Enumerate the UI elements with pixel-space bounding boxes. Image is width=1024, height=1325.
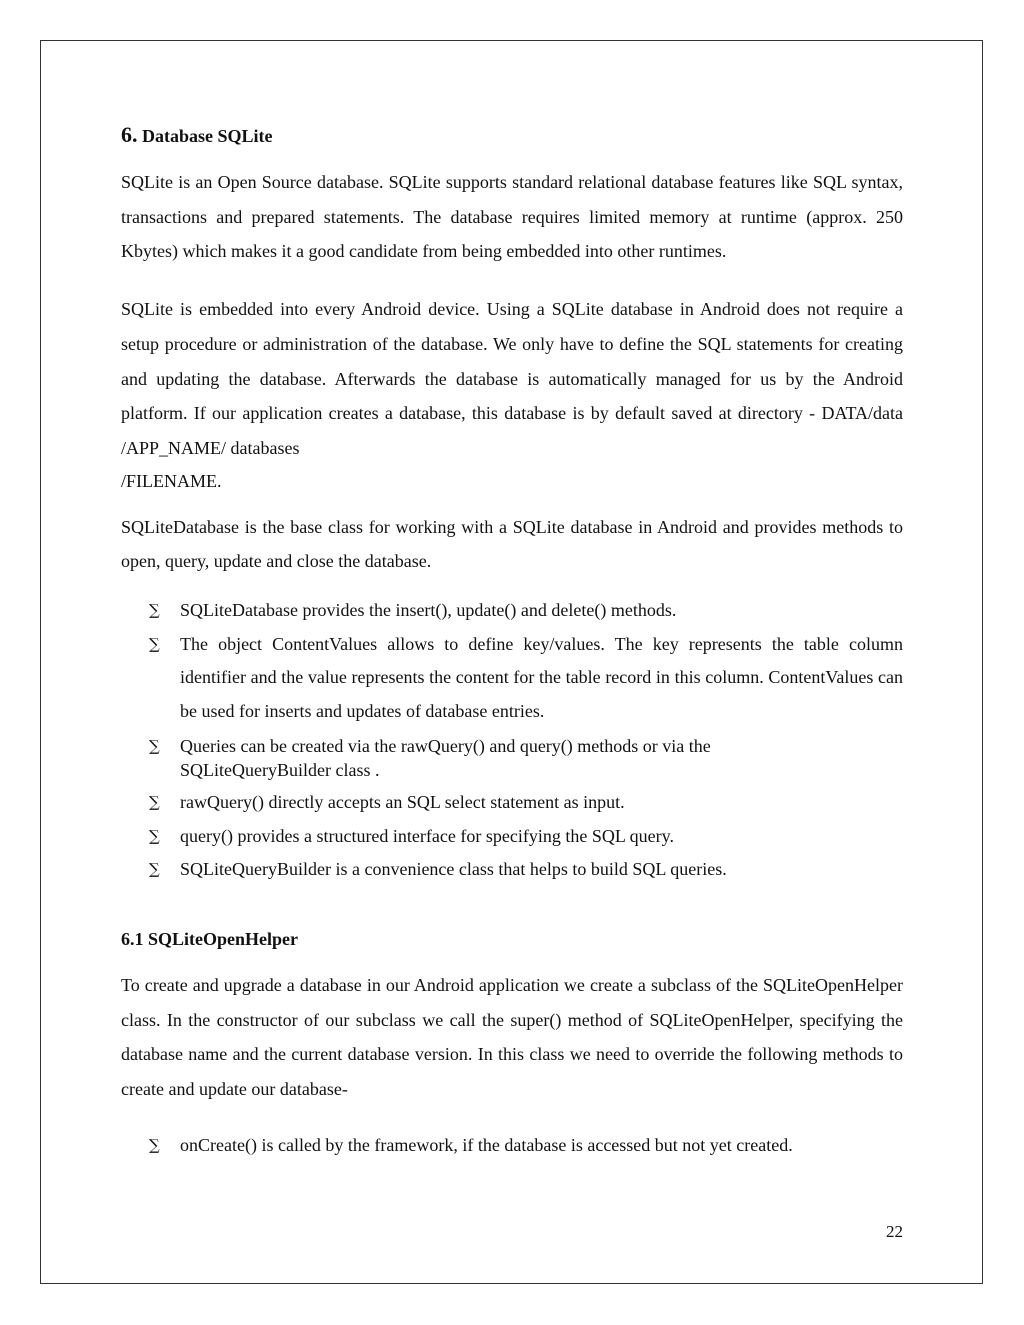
list-item-text: The object ContentValues allows to define key/values. The key represents the table column identifier and the value represents the content for the table record in this column. ContentValues can be used for inserts and updates of database entries.: [180, 633, 903, 722]
sigma-bullet-icon: ∑: [149, 601, 160, 620]
paragraph-openhelper: To create and upgrade a database in our Android application we create a subclass of the SQLiteOpenHelper class. In the constructor of our subclass we call the super() method of SQLiteOpenHelper, specifying the database name and the current database version. In this class we need to override the following methods to create and update our database-: [121, 974, 903, 1100]
list-item-text: onCreate() is called by the framework, if the database is accessed but not yet created.: [180, 1134, 793, 1155]
sigma-bullet-icon: ∑: [149, 736, 160, 755]
page-content: [121, 118, 903, 1162]
paragraph-intro: SQLite is an Open Source database. SQLite supports standard relational database features like SQL syntax, transactions and prepared statements. The database requires limited memory at runtime (approx. 250 Kbytes) which makes it a good candidate from being embedded into other runtimes.: [121, 172, 903, 262]
list-item: [121, 786, 903, 820]
paragraph-android: SQLite is embedded into every Android device. Using a SQLite database in Android does not require a setup procedure or administration of the database. We only have to define the SQL statements for creating and updating the database. Afterwards the database is automatically managed for us by the Android platform. If our application creates a database, this database is by default saved at directory - DATA/data /APP_NAME/ databases: [121, 299, 903, 458]
sigma-bullet-icon: ∑: [149, 826, 160, 845]
paragraph-android-tail: /FILENAME.: [121, 470, 222, 491]
list-item-text: SQLiteDatabase provides the insert(), update() and delete() methods.: [180, 600, 677, 621]
list-item-text: Queries can be created via the rawQuery() and query() methods or via the: [180, 735, 711, 756]
section-title: Database SQLite: [142, 126, 273, 146]
subsection-heading: 6.1 SQLiteOpenHelper: [121, 928, 298, 949]
list-item: [121, 628, 903, 729]
sigma-bullet-icon: ∑: [149, 634, 160, 653]
list-item-text: rawQuery() directly accepts an SQL select statement as input.: [180, 791, 625, 812]
section-heading: [121, 118, 903, 153]
bullet-list-openhelper: [121, 1129, 903, 1163]
list-item: [121, 820, 903, 854]
list-item: [121, 853, 903, 887]
paragraph-sqlitedatabase: SQLiteDatabase is the base class for working with a SQLite database in Android and provides methods to open, query, update and close the database.: [121, 516, 903, 572]
bullet-list: [121, 594, 903, 887]
list-item-text: SQLiteQueryBuilder is a convenience class that helps to build SQL queries.: [180, 859, 727, 880]
list-item: [121, 594, 903, 628]
list-item: [121, 729, 903, 782]
list-item-text: SQLiteQueryBuilder class .: [180, 759, 380, 780]
list-item: [121, 1129, 903, 1163]
sigma-bullet-icon: ∑: [149, 792, 160, 811]
page-number: 22: [886, 1222, 903, 1241]
section-number: 6.: [121, 122, 138, 147]
list-item-text: query() provides a structured interface for specifying the SQL query.: [180, 825, 674, 846]
sigma-bullet-icon: ∑: [149, 1135, 160, 1154]
sigma-bullet-icon: ∑: [149, 860, 160, 879]
